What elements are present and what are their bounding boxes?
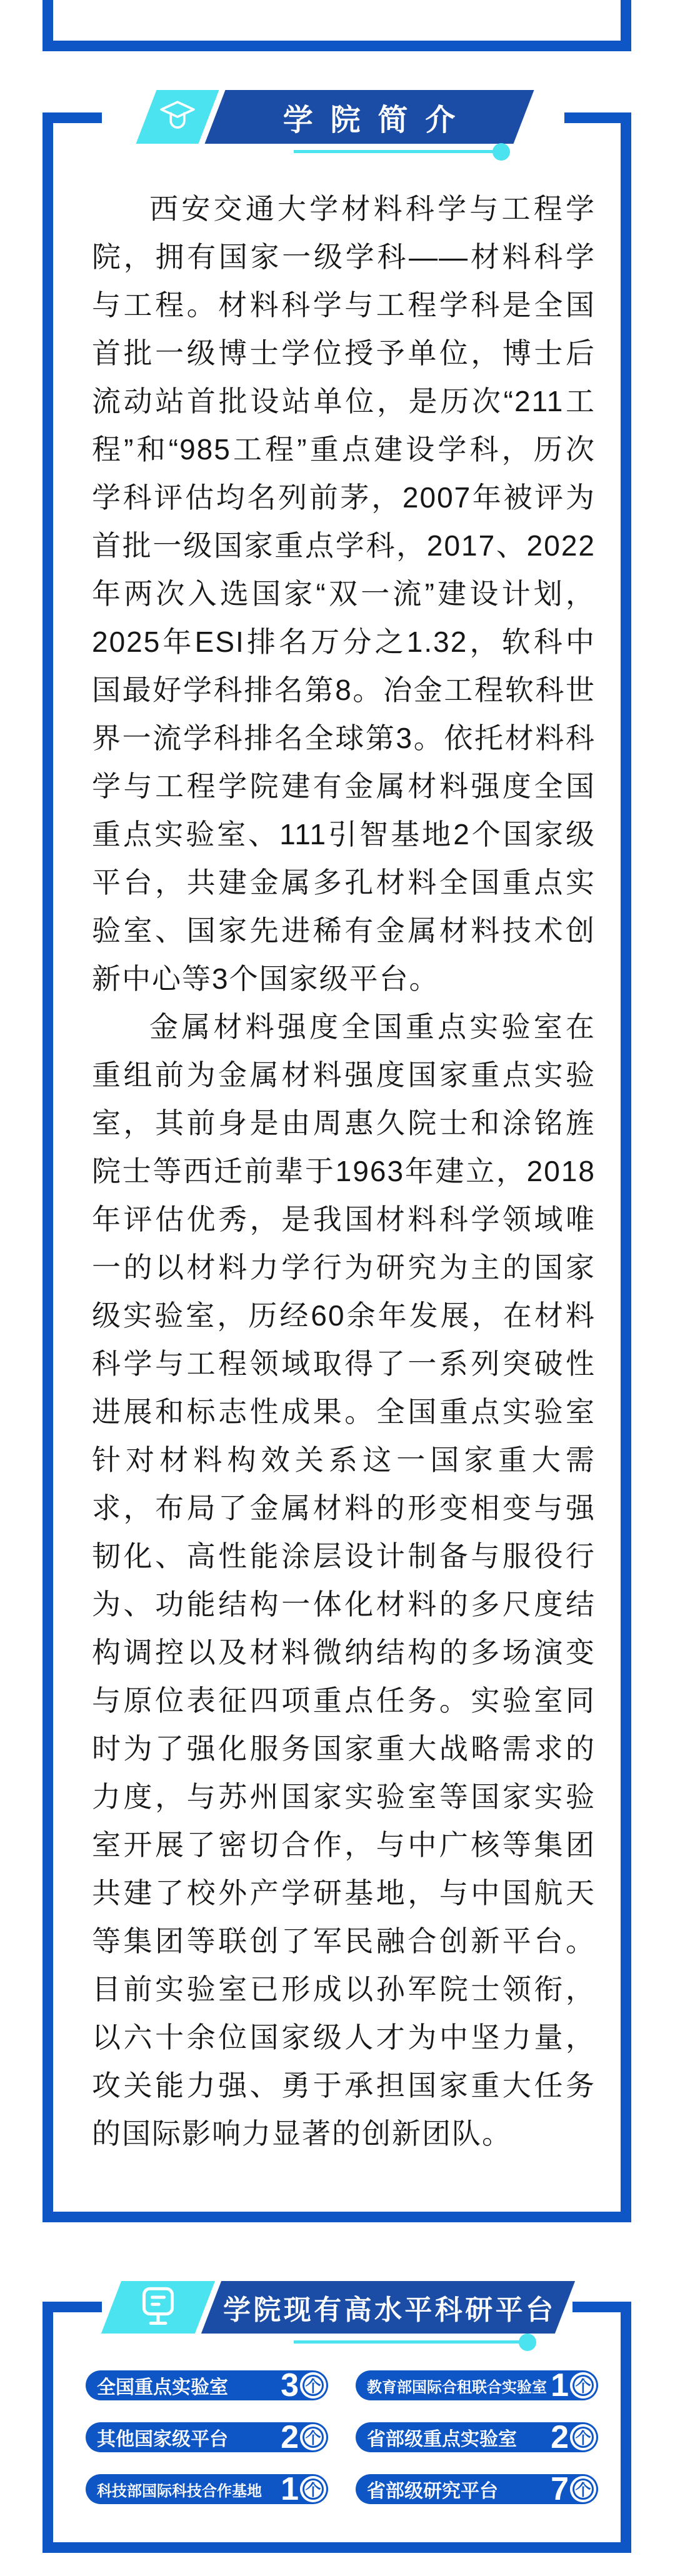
- intro-paragraph-2: 金属材料强度全国重点实验室在重组前为金属材料强度国家重点实验室，其前身是由周惠久院士和涂铭旌院士等西迁前辈于1963年建立，2018年评估优秀，是我国材料科学领域唯一的以材料力学行为研究为主的国家级实验室，历经60余年发展，在材料科学与工程领域取得了一系列突破性进展和标志性成果。全国重点实验室针对材料构效关系这一国家重大需求，布局了金属材料的形变相变与强韧化、高性能涂层设计制备与服役行为、功能结构一体化材料的多尺度结构调控以及材料微纳结构的多场演变与原位表征四项重点任务。实验室同时为了强化服务国家重大战略需求的力度，与苏州国家实验室等国家实验室开展了密切合作，与中广核等集团共建了校外产学研基地，与中国航天等集团等联创了军民融合创新平台。目前实验室已形成以孙军院士领衔，以六十余位国家级人才为中坚力量，攻关能力强、勇于承担国家重大任务的国际影响力显著的创新团队。: [92, 1011, 596, 2150]
- platforms-section-banner: [111, 2281, 565, 2334]
- intro-card-bottom-border: [42, 2212, 631, 2222]
- chip-label: 省部级研究平台: [367, 2481, 498, 2502]
- monitor-icon: [134, 2284, 182, 2331]
- chip-unit-badge: 个: [570, 2372, 596, 2399]
- chip-unit-badge: 个: [570, 2476, 596, 2502]
- banner-icon-plate: [136, 90, 219, 144]
- chip-count: 1: [281, 2471, 298, 2507]
- chip-label: 省部级重点实验室: [367, 2429, 517, 2450]
- platform-chip-most-cooperation-base: [86, 2471, 328, 2507]
- chip-label: 科技部国际科技合作基地: [97, 2482, 262, 2500]
- platform-chip-provincial-key-lab: [356, 2419, 598, 2455]
- banner-title-plate: [204, 90, 534, 144]
- platform-chip-moe-joint-lab: [356, 2367, 598, 2404]
- intro-card-right-border: [621, 112, 631, 2222]
- platforms-section-title: 学院现有高水平科研平台: [222, 2295, 556, 2325]
- prev-card-bottom-border: [42, 41, 631, 51]
- platforms-grid: [86, 2367, 598, 2507]
- intro-section-title: 学院简介: [283, 103, 473, 137]
- chip-count: 7: [551, 2471, 568, 2507]
- platforms-title-underline: [294, 2340, 526, 2344]
- graduation-cap-icon: [157, 96, 198, 137]
- intro-card-left-border: [42, 112, 53, 2222]
- underline-dot: [519, 2334, 536, 2351]
- intro-section-banner: [146, 90, 524, 144]
- chip-count: 2: [281, 2419, 298, 2455]
- intro-paragraph-1: 西安交通大学材料科学与工程学院，拥有国家一级学科——材料科学与工程。材料科学与工程学科是全国首批一级博士学位授予单位，博士后流动站首批设站单位，是历次“211工程”和“985工程”重点建设学科，历次学科评估均名列前茅，2007年被评为首批一级国家重点学科，2017、2022年两次入选国家“双一流”建设计划，2025年ESI排名万分之1.32，软科中国最好学科排名第8。冶金工程软科世界一流学科排名全球第3。依托材料科学与工程学院建有金属材料强度全国重点实验室、111引智基地2个国家级平台，共建金属多孔材料全国重点实验室、国家先进稀有金属材料技术创新中心等3个国家级平台。: [92, 192, 596, 995]
- underline-dot: [492, 143, 510, 161]
- chip-unit-badge: 个: [570, 2424, 596, 2450]
- chip-count: 3: [281, 2367, 298, 2404]
- platform-chip-national-key-lab: [86, 2367, 328, 2404]
- chip-unit-badge: 个: [300, 2424, 326, 2450]
- intro-title-underline: [294, 150, 500, 153]
- platforms-card-right-border: [621, 2302, 631, 2553]
- chip-label: 其他国家级平台: [97, 2429, 228, 2450]
- platforms-card-left-border: [42, 2302, 53, 2553]
- intro-text-block: [92, 185, 596, 2158]
- platforms-card-bottom-border: [42, 2542, 631, 2553]
- platform-chip-other-national: [86, 2419, 328, 2455]
- platform-chip-provincial-research: [356, 2471, 598, 2507]
- chip-unit-badge: 个: [300, 2372, 326, 2399]
- chip-count: 2: [551, 2419, 568, 2455]
- banner-title-plate: [201, 2281, 575, 2334]
- chip-label: 教育部国际合租联合实验室: [367, 2379, 547, 2396]
- chip-count: 1: [551, 2367, 568, 2404]
- banner-icon-plate: [101, 2281, 215, 2334]
- chip-label: 全国重点实验室: [97, 2377, 228, 2398]
- chip-unit-badge: 个: [300, 2476, 326, 2502]
